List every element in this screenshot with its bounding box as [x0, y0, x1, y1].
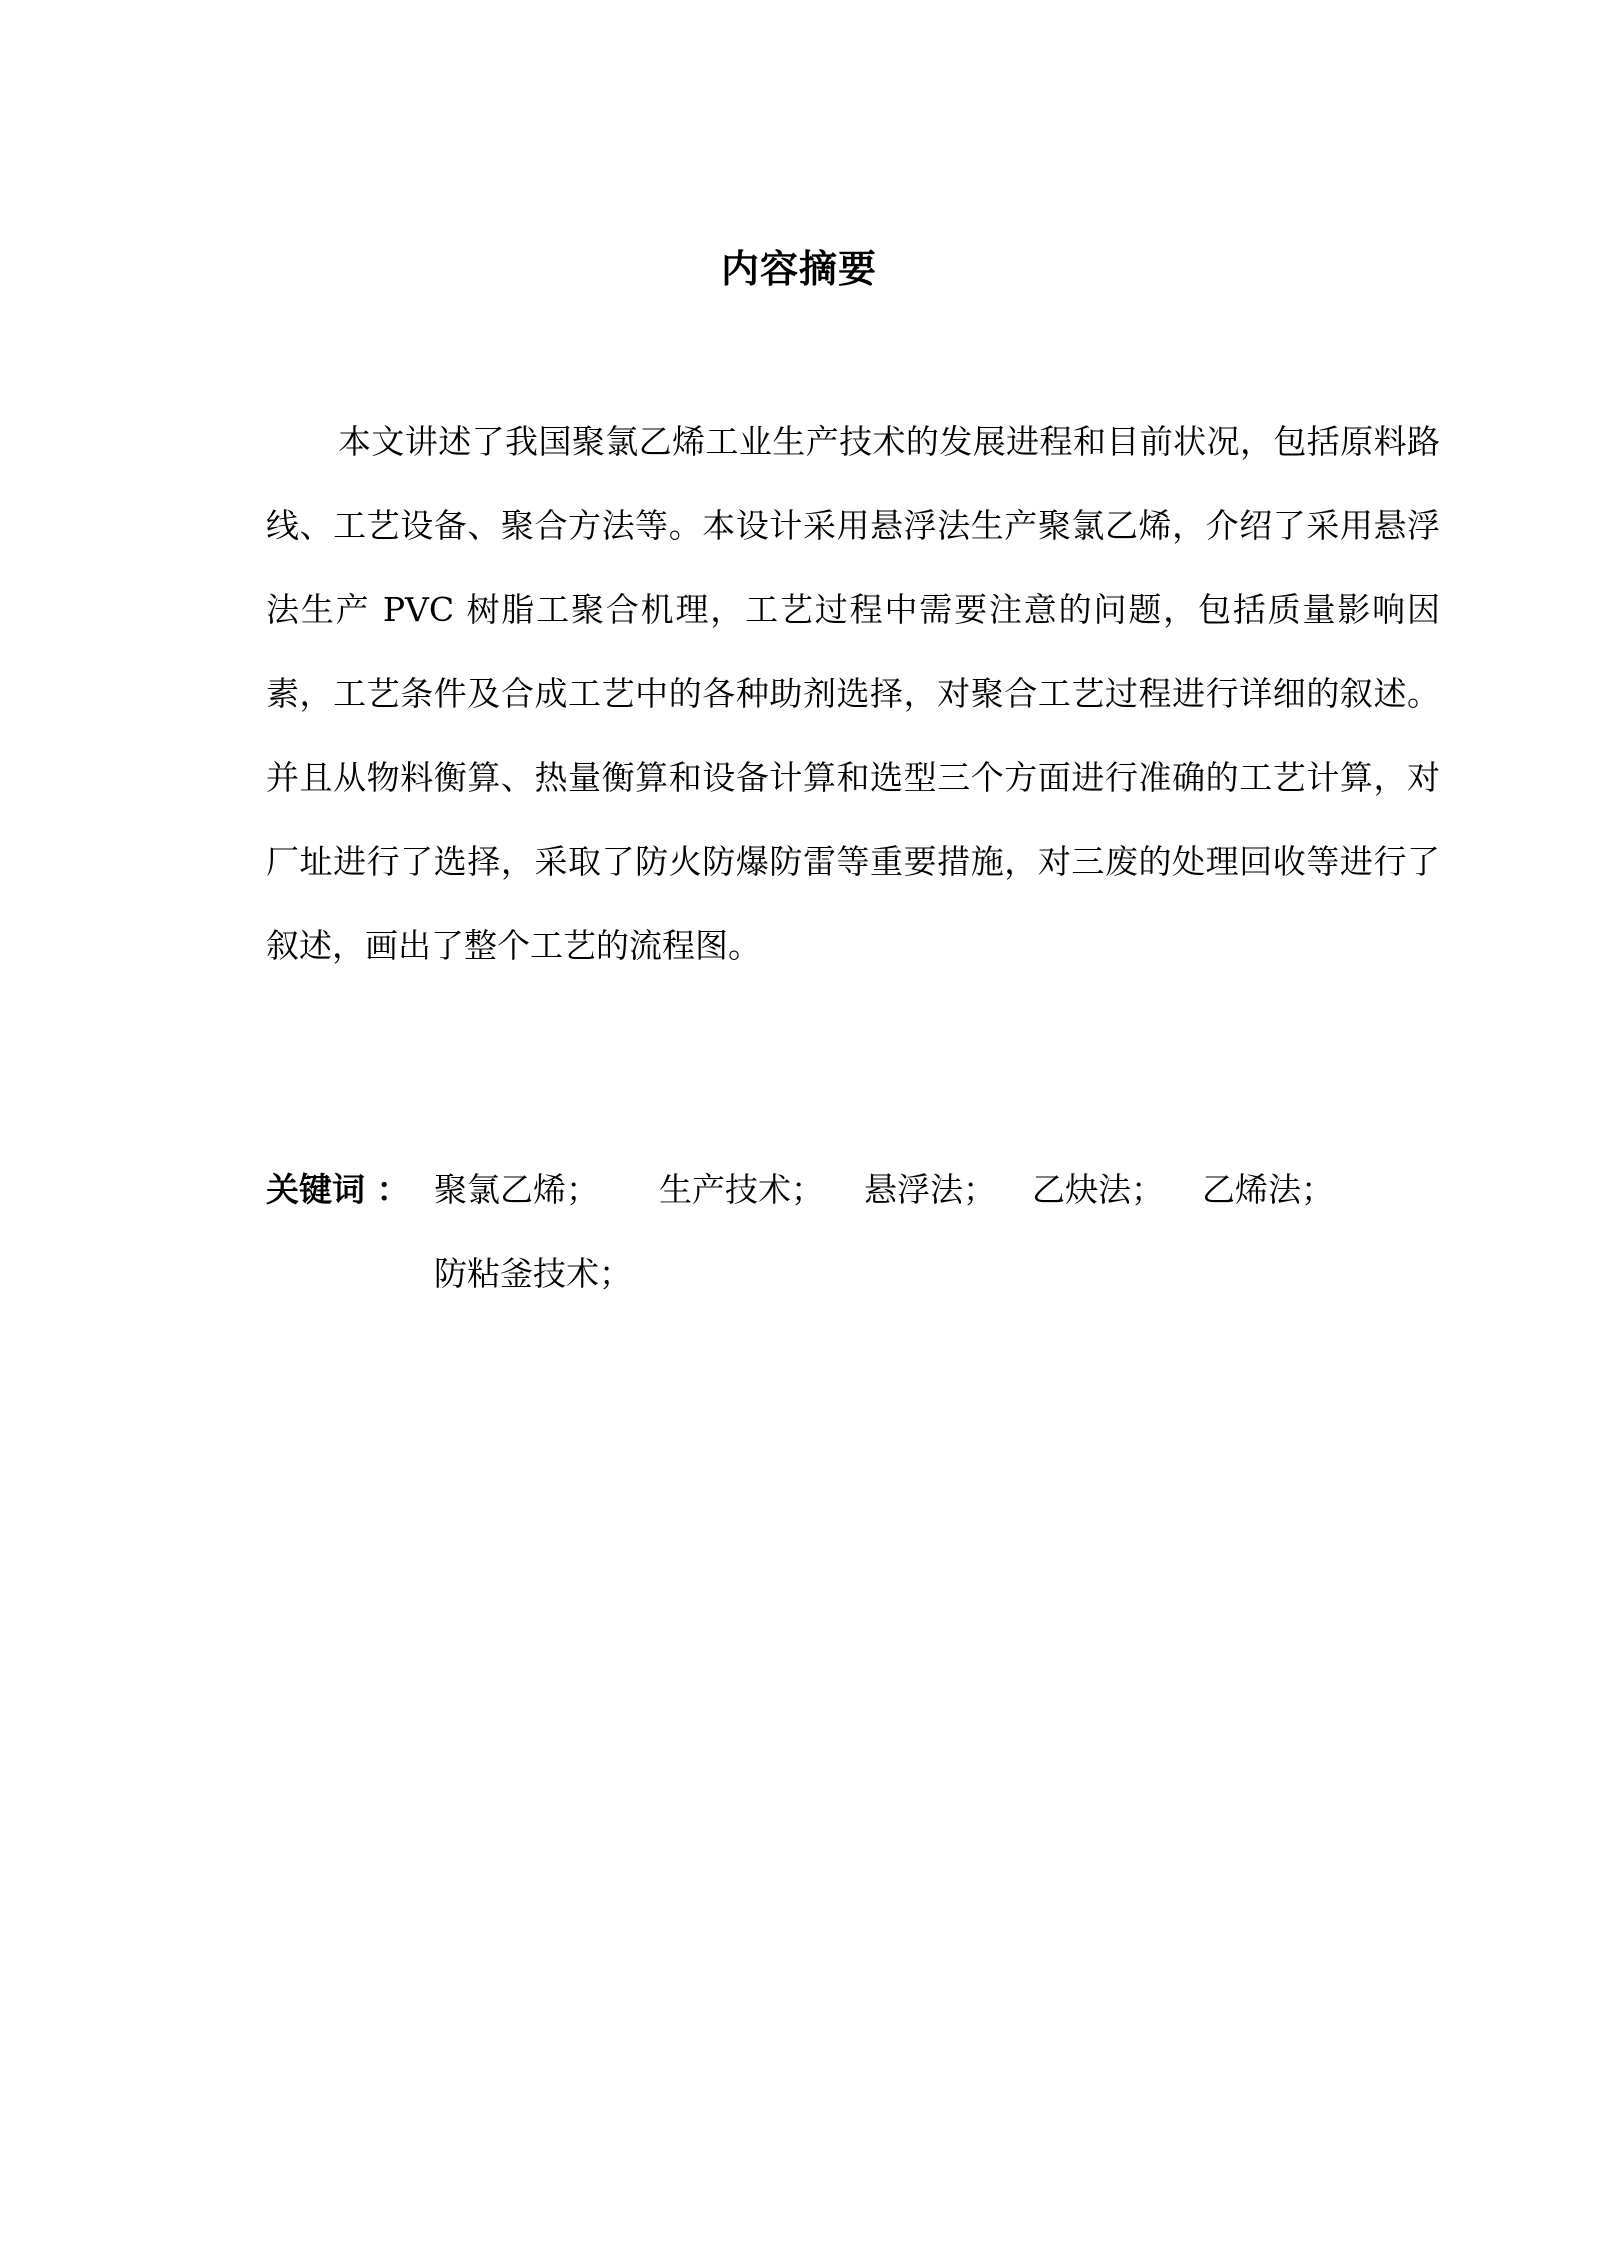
keyword-item: 悬浮法； [864, 1170, 996, 1209]
abstract-paragraph: 本文讲述了我国聚氯乙烯工业生产技术的发展进程和目前状况，包括原料路线、工艺设备、聚合方法等。本设计采用悬浮法生产聚氯乙烯，介绍了采用悬浮法生产 PVC 树脂工聚合机理，工艺过程中需要注意的问题，包括质量影响因素，工艺条件及合成工艺中的各种助剂选择，对聚合工艺过程进行详细的叙述。并且从物料衡算、热量衡算和设备计算和选型三个方面进行准确的工艺计算，对厂址进行了选择，采取了防火防爆防雷等重要措施，对三废的处理回收等进行了叙述，画出了整个工艺的流程图。 [266, 422, 1440, 965]
keywords-section [266, 1148, 1440, 1316]
keywords-row-2 [266, 1232, 1440, 1316]
keyword-item: 乙炔法； [1032, 1170, 1164, 1209]
page-title: 内容摘要 [720, 247, 877, 291]
keyword-item: 生产技术； [659, 1170, 824, 1209]
keywords-row-1 [266, 1148, 1440, 1232]
keyword-item: 乙烯法； [1202, 1170, 1334, 1209]
keyword-item: 聚氯乙烯； [434, 1170, 599, 1209]
keyword-item: 防粘釜技术； [434, 1254, 632, 1293]
keywords-label: 关键词 ： [266, 1170, 410, 1209]
